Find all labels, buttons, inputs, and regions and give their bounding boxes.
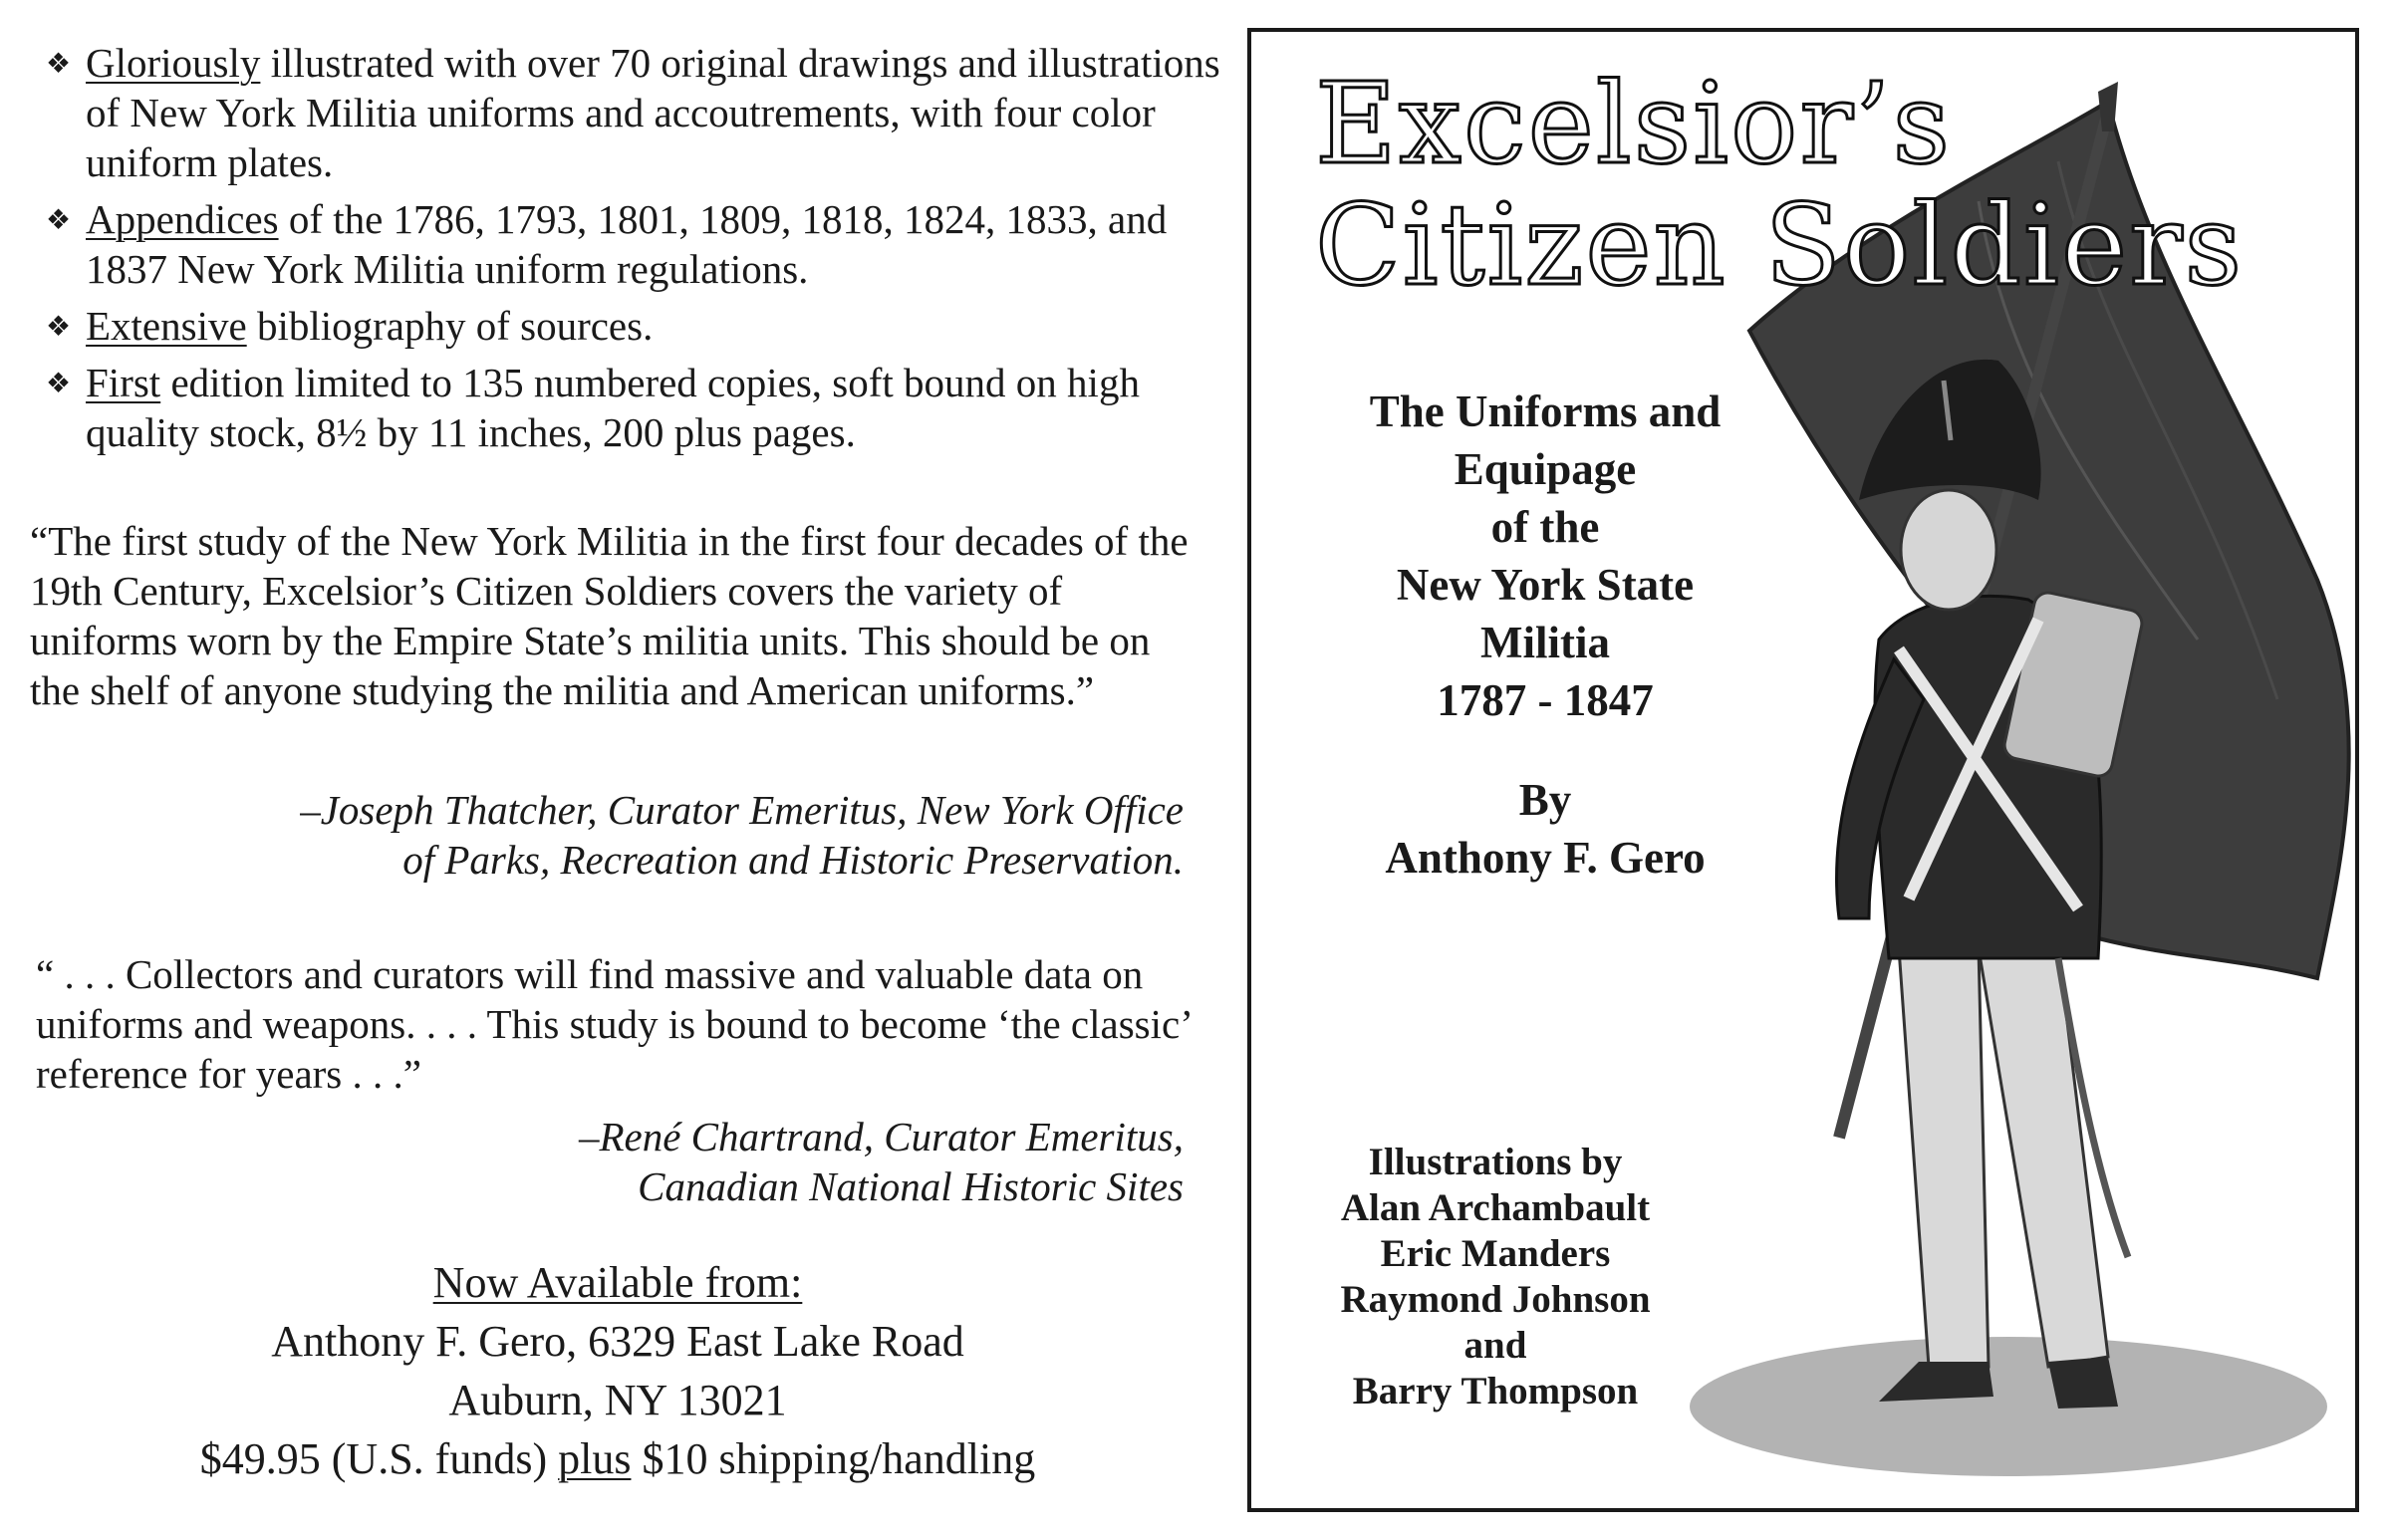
feature-lead: First	[86, 360, 161, 405]
feature-item	[40, 301, 1225, 351]
cover-subtitle	[1296, 383, 1794, 729]
availability-block	[120, 1253, 1116, 1488]
illustrator-line: Eric Manders	[1380, 1232, 1611, 1275]
subtitle-line: New York State	[1396, 560, 1695, 610]
subtitle-line: 1787 - 1847	[1437, 675, 1654, 725]
by-word: By	[1518, 775, 1572, 825]
illustrator-line: Alan Archambault	[1340, 1186, 1651, 1229]
feature-text: of the 1786, 1793, 1801, 1809, 1818, 1824, 1833, and 1837 New York Militia uniform regulations.	[86, 196, 1168, 292]
illustrator-line: Barry Thompson	[1352, 1370, 1639, 1412]
feature-item	[40, 38, 1225, 187]
feature-list	[40, 38, 1225, 464]
attribution-thatcher	[199, 785, 1184, 885]
plus-word: plus	[558, 1434, 632, 1483]
quote-thatcher: “The first study of the New York Militia in the first four decades of the 19th Century, Excelsior’s Citizen Soldiers covers the variety of uniforms worn by the Empire State’s militia units. This should be on the shelf of anyone studying the militia and American uniforms.”	[30, 518, 1189, 713]
author-name: Anthony F. Gero	[1385, 833, 1706, 883]
diamond-bullet-icon: ❖	[46, 205, 72, 236]
availability-heading: Now Available from:	[432, 1258, 803, 1307]
cover-title-line: Excelsior’s	[1315, 60, 1953, 189]
shipping: $10 shipping/handling	[642, 1434, 1036, 1483]
diamond-bullet-icon: ❖	[46, 49, 72, 80]
price-line	[120, 1429, 1116, 1488]
address-line: Auburn, NY 13021	[448, 1376, 787, 1424]
feature-item	[40, 194, 1225, 294]
book-cover	[1247, 28, 2359, 1512]
attribution-line: of Parks, Recreation and Historic Preservation.	[402, 837, 1184, 883]
cover-title-line: Citizen Soldiers	[1315, 181, 2245, 311]
address-line: Anthony F. Gero, 6329 East Lake Road	[271, 1317, 964, 1366]
price: $49.95 (U.S. funds)	[199, 1434, 548, 1483]
feature-item	[40, 358, 1225, 457]
illustrator-line: Illustrations by	[1368, 1141, 1623, 1183]
feature-text: illustrated with over 70 original drawings and illustrations of New York Militia uniforms and accoutrements, with four color uniform plates.	[86, 40, 1220, 185]
cover-byline	[1296, 771, 1794, 887]
subtitle-line: of the	[1490, 502, 1600, 552]
attribution-line: Canadian National Historic Sites	[638, 1163, 1184, 1209]
illustrator-line: Raymond Johnson	[1340, 1278, 1651, 1321]
illustrator-line: and	[1463, 1324, 1527, 1367]
feature-lead: Gloriously	[86, 40, 261, 86]
quote-chartrand: “ . . . Collectors and curators will find massive and valuable data on uniforms and weapons. . . . This study is bound to become ‘the classic’ reference for years . . .”	[36, 951, 1191, 1097]
diamond-bullet-icon: ❖	[46, 369, 72, 399]
feature-lead: Extensive	[86, 303, 247, 349]
attribution-line: –René Chartrand, Curator Emeritus,	[578, 1114, 1184, 1159]
subtitle-line: Militia	[1480, 618, 1610, 667]
feature-lead: Appendices	[86, 196, 279, 242]
feature-text: bibliography of sources.	[246, 303, 654, 349]
subtitle-line: The Uniforms and	[1369, 386, 1722, 436]
attribution-line: –Joseph Thatcher, Curator Emeritus, New York Office	[300, 787, 1184, 833]
cover-illustrators	[1271, 1140, 1720, 1414]
feature-text: edition limited to 135 numbered copies, soft bound on high quality stock, 8½ by 11 inches, 200 plus pages.	[86, 360, 1140, 455]
subtitle-line: Equipage	[1454, 444, 1637, 494]
diamond-bullet-icon: ❖	[46, 312, 72, 343]
attribution-chartrand	[299, 1112, 1184, 1211]
